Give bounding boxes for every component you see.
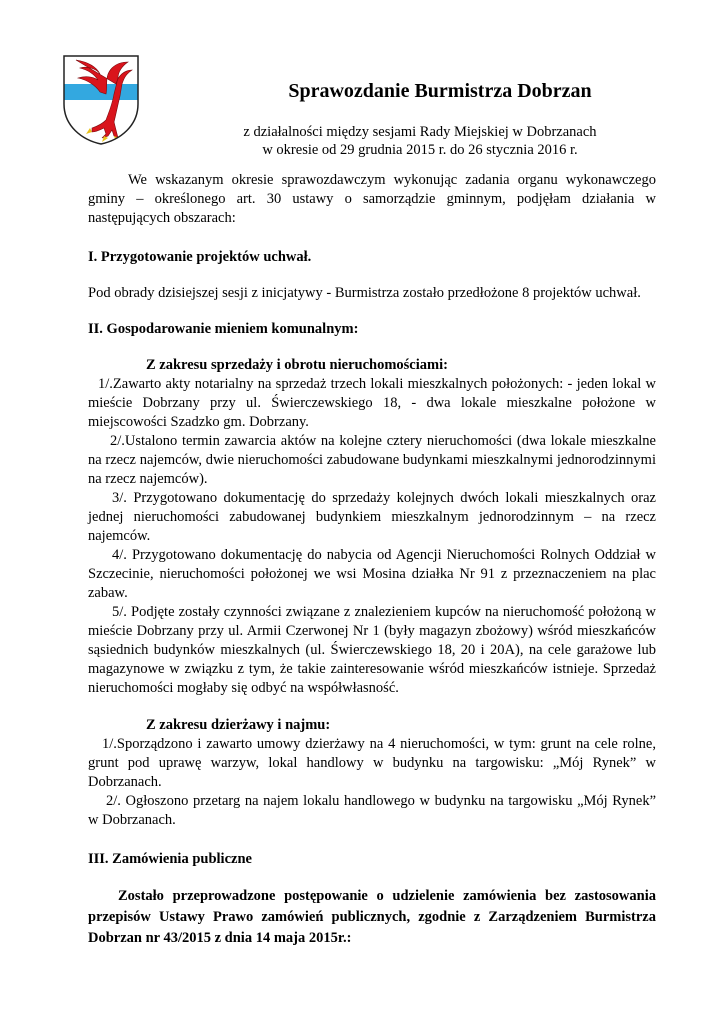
page-title: Sprawozdanie Burmistrza Dobrzan [288,80,592,102]
section-1-heading: I. Przygotowanie projektów uchwał. [88,249,312,265]
sales-item-5: 5/. Podjęte zostały czynności związane z znalezieniem kupców na nieruchomość położoną w mieście Dobrzany przy ul. Armii Czerwonej Nr 1 (były magazyn zbożowy) wśród mieszkańców sąsiednich budynków mieszkalnych (ul. Świerczewskiego 18, 20 i 20A), na cele garażowe lub magazynowe w związku z tym, że takie zainteresowanie wśród mieszkańców istnieje. Sprzedaż nieruchomości mogłaby się odbyć na współwłasność. [88,604,656,696]
subtitle-line-1: z działalności między sesjami Rady Miejskiej w Dobrzanach [243,124,597,140]
sales-item-1: 1/.Zawarto akty notarialny na sprzedaż trzech lokali mieszkalnych położonych: - jeden lokal w mieście Dobrzany przy ul. Świerczewskiego 18, - dwa lokale mieszkalne położone w miejscowości Szadzko gm. Dobrzany. [88,376,656,430]
report-subtitle [120,123,720,159]
section-1-text: Pod obrady dzisiejszej sesji z inicjatywy - Burmistrza zostało przedłożone 8 projektów uchwał. [88,285,641,301]
subtitle-line-2: w okresie od 29 grudnia 2015 r. do 26 stycznia 2016 r. [262,142,578,158]
report-body [88,171,656,949]
section-3-text: Zostało przeprowadzone postępowanie o udzielenie zamówienia bez zastosowania przepisów Ustawy Prawo zamówień publicznych, zgodnie z Zarządzeniem Burmistrza Dobrzan nr 43/2015 z dnia 14 maja 2015r.: [88,888,656,946]
lease-item-2: 2/. Ogłoszono przetarg na najem lokalu handlowego w budynku na targowisku „Mój Rynek” w Dobrzanach. [88,793,656,828]
subsection-sales-heading: Z zakresu sprzedaży i obrotu nieruchomościami: [146,357,448,373]
lease-item-1: 1/.Sporządzono i zawarto umowy dzierżawy na 4 nieruchomości, w tym: grunt na cele rolne, grunt pod uprawę warzyw, lokal handlowy w budynku na targowisku: „Mój Rynek” w Dobrzanach. [88,736,656,790]
intro-paragraph: We wskazanym okresie sprawozdawczym wykonując zadania organu wykonawczego gminy – określonego art. 30 ustawy o samorządzie gminnym, podjęłam działania w następujących obszarach: [88,172,656,226]
section-3-heading: III. Zamówienia publiczne [88,851,252,867]
sales-item-2: 2/.Ustalono termin zawarcia aktów na kolejne cztery nieruchomości (dwa lokale mieszkalne na rzecz najemców, dwie nieruchomości zabudowane budynkami mieszkalnymi jednorodzinnymi na rzecz najemców). [88,433,656,487]
sales-item-4: 4/. Przygotowano dokumentację do nabycia od Agencji Nieruchomości Rolnych Oddział w Szczecinie, nieruchomości położonej we wsi Mosina działka Nr 91 z przeznaczeniem na plac zabaw. [88,547,656,601]
section-2-heading: II. Gospodarowanie mieniem komunalnym: [88,321,359,337]
sales-item-3: 3/. Przygotowano dokumentację do sprzedaży kolejnych dwóch lokali mieszkalnych oraz jednej nieruchomości zabudowanej budynkiem mieszkalnym jednorodzinnym – na rzecz najemców. [88,490,656,544]
subsection-lease-heading: Z zakresu dzierżawy i najmu: [146,717,331,733]
